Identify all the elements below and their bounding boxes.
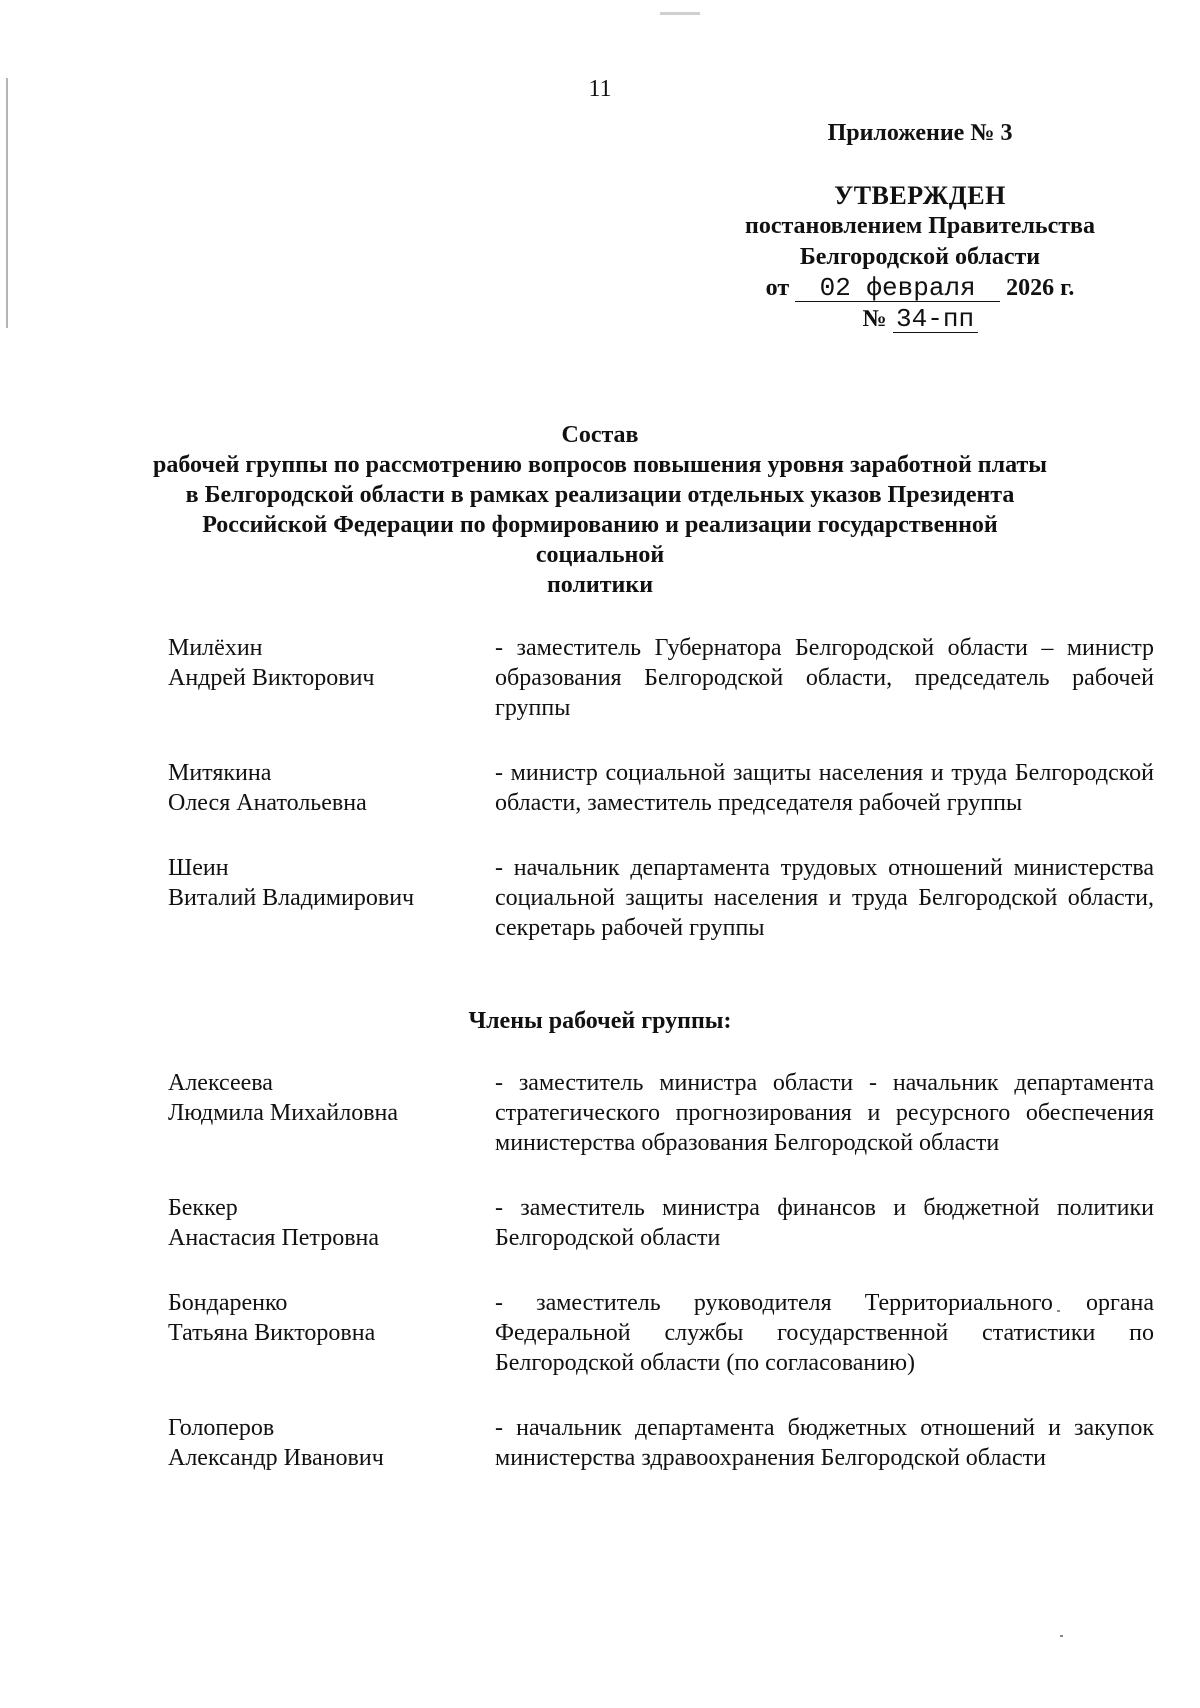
document-title bbox=[140, 420, 1060, 600]
members-list bbox=[168, 1068, 1154, 1473]
date-year: 2026 г. bbox=[1006, 275, 1075, 301]
member-surname: Голоперов bbox=[168, 1415, 275, 1441]
member-given-name: Анастасия Петровна bbox=[168, 1225, 380, 1251]
leadership-list bbox=[168, 633, 1154, 943]
approval-line-1: постановлением Правительства bbox=[744, 213, 1095, 239]
title-line-4: политики bbox=[546, 572, 654, 598]
member-role: - заместитель министра финансов и бюджетной политики Белгородской области bbox=[495, 1195, 1154, 1251]
member-role: - начальник департамента бюджетных отношений и закупок министерства здравоохранения Белгородской области bbox=[495, 1415, 1154, 1471]
member-role: - заместитель Губернатора Белгородской области – министр образования Белгородской области, председатель рабочей группы bbox=[495, 635, 1154, 721]
member-given-name: Татьяна Викторовна bbox=[168, 1320, 376, 1346]
scan-edge-line bbox=[6, 78, 8, 328]
scan-speck bbox=[660, 12, 700, 15]
member-role: - заместитель руководителя Территориального органа Федеральной службы государственной статистики по Белгородской области (по согласованию) bbox=[495, 1290, 1154, 1376]
approved-heading: УТВЕРЖДЕН bbox=[834, 181, 1006, 210]
member-role: - заместитель министра области - начальник департамента стратегического прогнозирования и ресурсного обеспечения министерства образования Белгородской области bbox=[495, 1070, 1154, 1156]
approval-block bbox=[700, 180, 1140, 335]
member-surname: Алексеева bbox=[168, 1070, 273, 1096]
member-row bbox=[168, 1288, 1154, 1378]
date-prefix: от bbox=[765, 275, 790, 301]
approval-number-line bbox=[700, 304, 1140, 335]
page-number: 11 bbox=[588, 76, 612, 102]
appendix-label: Приложение № 3 bbox=[827, 120, 1013, 146]
member-row bbox=[168, 1193, 1154, 1253]
member-row bbox=[168, 758, 1154, 818]
number-value: 34-пп bbox=[893, 306, 978, 333]
member-surname: Шеин bbox=[168, 855, 229, 881]
member-given-name: Виталий Владимирович bbox=[168, 885, 415, 911]
member-given-name: Александр Иванович bbox=[168, 1445, 384, 1471]
scan-speck bbox=[1060, 1635, 1063, 1637]
member-row bbox=[168, 1413, 1154, 1473]
member-surname: Бондаренко bbox=[168, 1290, 288, 1316]
approval-date-line bbox=[700, 273, 1140, 304]
member-row bbox=[168, 633, 1154, 723]
date-value: 02 февраля bbox=[795, 275, 1000, 302]
member-surname: Беккер bbox=[168, 1195, 238, 1221]
member-role: - начальник департамента трудовых отношений министерства социальной защиты населения и труда Белгородской области, секретарь рабочей группы bbox=[495, 855, 1154, 941]
member-surname: Милёхин bbox=[168, 635, 263, 661]
member-given-name: Олеся Анатольевна bbox=[168, 790, 367, 816]
number-prefix: № bbox=[862, 306, 887, 332]
member-row bbox=[168, 1068, 1154, 1158]
title-line-2: в Белгородской области в рамках реализации отдельных указов Президента bbox=[185, 482, 1015, 508]
member-surname: Митякина bbox=[168, 760, 272, 786]
member-given-name: Андрей Викторович bbox=[168, 665, 375, 691]
approval-line-2: Белгородской области bbox=[799, 244, 1041, 270]
title-line-3: Российской Федерации по формированию и реализации государственной социальной bbox=[202, 512, 998, 568]
member-given-name: Людмила Михайловна bbox=[168, 1100, 399, 1126]
members-heading: Члены рабочей группы: bbox=[468, 1008, 732, 1034]
title-line-1: рабочей группы по рассмотрению вопросов повышения уровня заработной платы bbox=[152, 452, 1048, 478]
member-role: - министр социальной защиты населения и труда Белгородской области, заместитель председателя рабочей группы bbox=[495, 760, 1154, 816]
title-heading: Состав bbox=[561, 422, 639, 448]
member-row bbox=[168, 853, 1154, 943]
